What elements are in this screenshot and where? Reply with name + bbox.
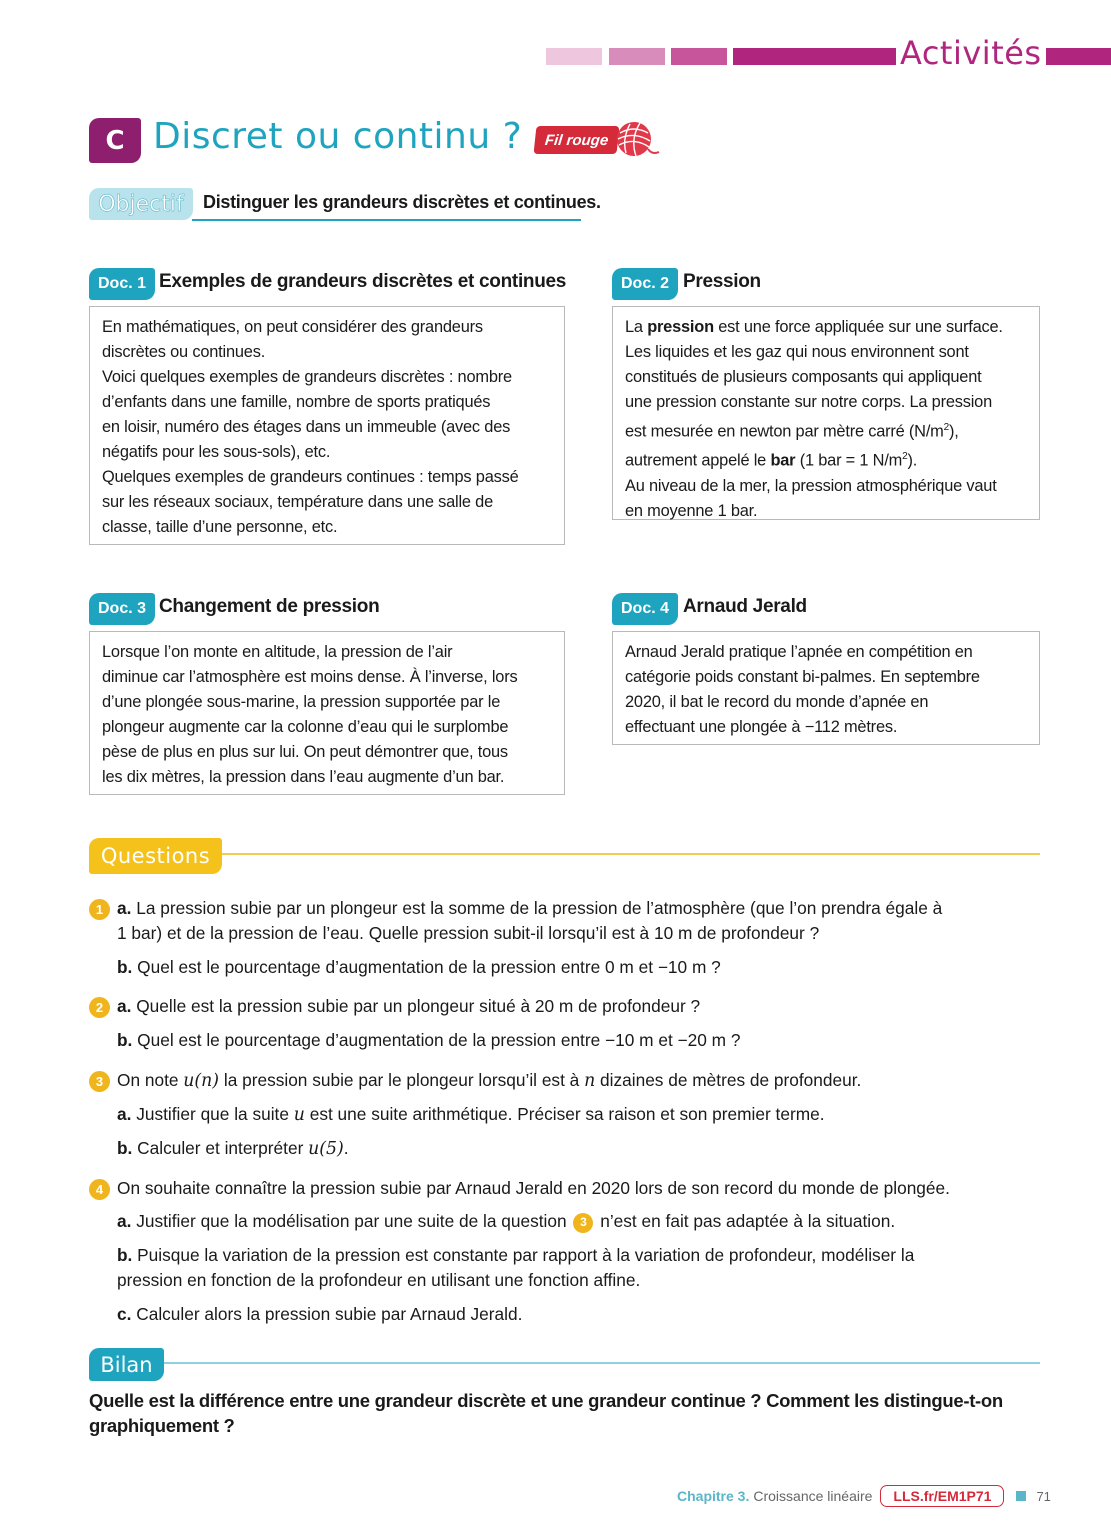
doc3-box: [89, 631, 565, 795]
question-4a: a. Justifier que la modélisation par une suite de la question 3 n’est en fait pas adaptée à la situation.: [117, 1211, 896, 1231]
page-number: 71: [1036, 1488, 1051, 1504]
question-1a: a. La pression subie par un plongeur est la somme de la pression de l’atmosphère (que l’on prendra égale à: [117, 898, 943, 918]
doc3-line: les dix mètres, la pression dans l’eau augmente d’un bar.: [102, 768, 505, 786]
doc2-line: constitués de plusieurs composants qui appliquent: [625, 368, 982, 386]
doc1-line: Quelques exemples de grandeurs continues : temps passé: [102, 468, 519, 486]
footer: [677, 1485, 1051, 1507]
header-title: Activités: [900, 34, 1042, 72]
question-2-number: 2: [89, 997, 110, 1018]
header-bar-2: [609, 48, 665, 65]
doc3-line: Lorsque l’on monte en altitude, la pression de l’air: [102, 643, 453, 661]
question-3-number: 3: [89, 1071, 110, 1092]
bilan-line-2: graphiquement ?: [89, 1415, 235, 1436]
doc2-label: Doc. 2: [612, 268, 678, 300]
bilan-label: Bilan: [89, 1348, 164, 1381]
bilan-divider: [164, 1362, 1040, 1364]
doc4-line: effectuant une plongée à −112 mètres.: [625, 718, 898, 736]
question-4b-cont: pression en fonction de la profondeur en utilisant une fonction affine.: [117, 1270, 641, 1290]
question-4-intro: On souhaite connaître la pression subie par Arnaud Jerald en 2020 lors de son record du monde de plongée.: [117, 1178, 950, 1198]
doc4-box: [612, 631, 1040, 745]
footer-chapter: Chapitre 3.: [677, 1488, 750, 1504]
header-bar-1: [546, 48, 602, 65]
footer-square-icon: [1016, 1491, 1026, 1501]
doc1-box: [89, 306, 565, 545]
doc2-line: une pression constante sur notre corps. La pression: [625, 393, 993, 411]
doc4-label: Doc. 4: [612, 593, 678, 625]
doc2-line: La pression est une force appliquée sur une surface.: [625, 318, 1003, 336]
doc2-line: autrement appelé le bar (1 bar = 1 $N/m^2$).: [625, 451, 918, 470]
question-3b: b. Calculer et interpréter u(5).: [117, 1138, 349, 1159]
question-1-number: 1: [89, 899, 110, 920]
question-1a-cont: 1 bar) et de la pression de l’eau. Quelle pression subit-il lorsqu’il est à 10 m de profondeur ?: [117, 923, 820, 943]
section-title: Discret ou continu ?: [153, 116, 523, 157]
question-4c: c. Calculer alors la pression subie par Arnaud Jerald.: [117, 1304, 523, 1324]
doc1-line: d’enfants dans une famille, nombre de sports pratiqués: [102, 393, 491, 411]
doc4-line: catégorie poids constant bi-palmes. En septembre: [625, 668, 980, 686]
objectif-underline: [192, 219, 581, 221]
objectif-text: Distinguer les grandeurs discrètes et continues.: [203, 192, 601, 212]
questions-divider: [222, 853, 1040, 855]
objectif-label: Objectif: [89, 188, 193, 220]
fil-rouge-tag: [534, 126, 620, 154]
question-4b: b. Puisque la variation de la pression est constante par rapport à la variation de profondeur, modéliser la: [117, 1245, 915, 1265]
doc1-line: discrètes ou continues.: [102, 343, 266, 361]
doc3-line: pèse de plus en plus sur lui. On peut démontrer que, tous: [102, 743, 508, 761]
question-4-number: 4: [89, 1179, 110, 1200]
doc2-line: en moyenne 1 bar.: [625, 501, 758, 520]
doc2-line: est mesurée en newton par mètre carré $(N/m^2)$,: [625, 422, 959, 441]
fil-rouge-label: Fil rouge: [544, 131, 610, 149]
doc3-title: Changement de pression: [159, 596, 380, 617]
doc1-line: négatifs pour les sous-sols), etc.: [102, 443, 331, 461]
question-ref-badge: 3: [573, 1213, 593, 1233]
doc2-line: Les liquides et les gaz qui nous environnent sont: [625, 343, 969, 361]
header-bar-5: [1046, 48, 1111, 65]
yarn-ball-icon: [612, 119, 660, 161]
doc4-line: Arnaud Jerald pratique l’apnée en compétition en: [625, 643, 973, 661]
doc3-line: d’une plongée sous-marine, la pression supportée par le: [102, 693, 501, 711]
header-bar-4: [733, 48, 896, 65]
bilan-line-1: Quelle est la différence entre une grandeur discrète et une grandeur continue ? Comment les distingue-t-on: [89, 1390, 1003, 1411]
doc4-line: 2020, il bat le record du monde d’apnée en: [625, 693, 929, 711]
question-1b: b. Quel est le pourcentage d’augmentation de la pression entre 0 m et −10 m ?: [117, 957, 721, 977]
question-2a: a. Quelle est la pression subie par un plongeur situé à 20 m de profondeur ?: [117, 996, 701, 1016]
doc4-title: Arnaud Jerald: [683, 596, 807, 617]
doc2-line: Au niveau de la mer, la pression atmosphérique vaut: [625, 476, 997, 495]
footer-link[interactable]: LLS.fr/EM1P71: [880, 1485, 1004, 1507]
doc3-line: plongeur augmente car la colonne d’eau qui le surplombe: [102, 718, 509, 736]
doc2-box: [612, 306, 1040, 520]
doc1-line: Voici quelques exemples de grandeurs discrètes : nombre: [102, 368, 512, 386]
doc1-line: en loisir, numéro des étages dans un immeuble (avec des: [102, 418, 511, 436]
question-3-intro: On note u(n) la pression subie par le plongeur lorsqu’il est à n dizaines de mètres de profondeur.: [117, 1070, 862, 1091]
doc1-line: sur les réseaux sociaux, température dans une salle de: [102, 493, 493, 511]
section-letter-badge: C: [89, 118, 141, 163]
question-3a: a. Justifier que la suite u est une suite arithmétique. Préciser sa raison et son premier terme.: [117, 1104, 825, 1125]
questions-label: Questions: [89, 838, 222, 874]
doc3-label: Doc. 3: [89, 593, 155, 625]
header-bar-3: [671, 48, 727, 65]
footer-chapter-name: Croissance linéaire: [753, 1488, 873, 1504]
doc2-title: Pression: [683, 271, 761, 292]
bilan-text: [89, 1388, 1049, 1438]
doc1-line: classe, taille d’une personne, etc.: [102, 518, 338, 536]
doc3-line: diminue car l’atmosphère est moins dense. À l’inverse, lors: [102, 668, 518, 686]
doc1-label: Doc. 1: [89, 268, 155, 300]
doc1-line: En mathématiques, on peut considérer des grandeurs: [102, 318, 483, 336]
question-2b: b. Quel est le pourcentage d’augmentation de la pression entre −10 m et −20 m ?: [117, 1030, 741, 1050]
doc1-title: Exemples de grandeurs discrètes et continues: [159, 271, 567, 292]
